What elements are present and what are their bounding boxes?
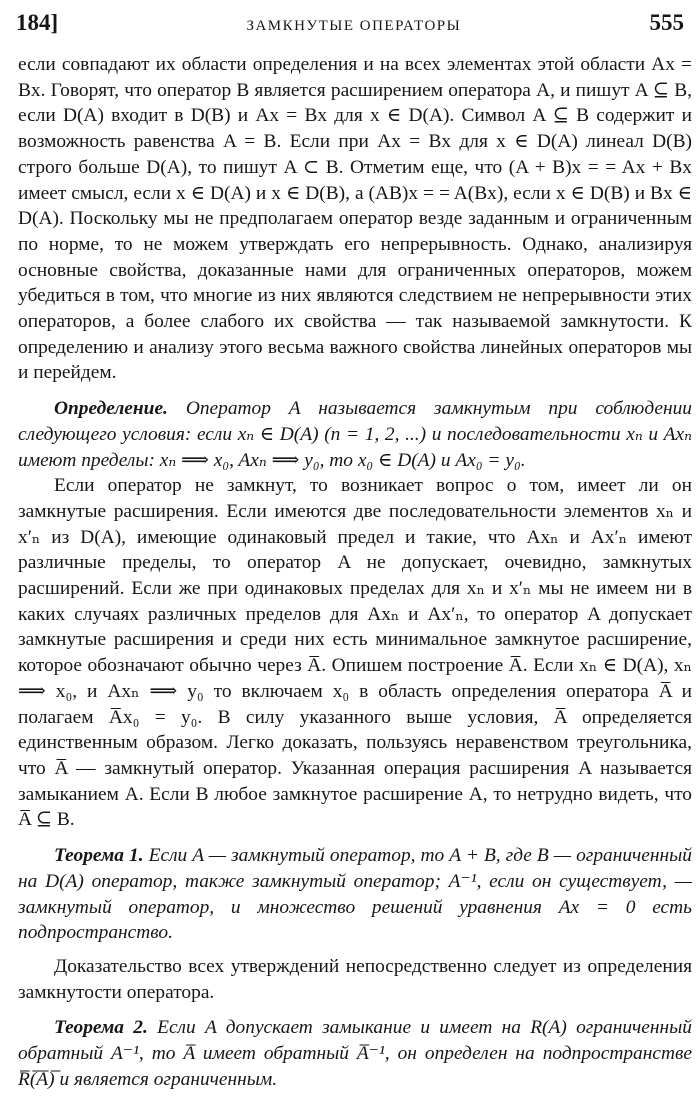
theorem-1 [18,843,692,946]
paragraph-closure: Если оператор не замкнут, то возникает вопрос о том, имеет ли он замкнутые расширения. Если имеются две последовательности элементов xₙ и x′ₙ из D(A), имеющие одинаковый предел и такие, что Axₙ и Ax′ₙ имеют различные пределы, то оператор A не допускает, очевидно, замкнутых расширений. Если же при одинаковых пределах для xₙ и x′ₙ мы не имеем ни в каких случаях различных пределов для Axₙ и Ax′ₙ, то оператор A допускает замкнутые расширения и среди них есть минимальное замкнутое расширение, которое обозначают обычно через A̅. Опишем построение A̅. Если xₙ ∈ D(A), xₙ ⟹ x₀, и Axₙ ⟹ y₀ то включаем x₀ в область определения оператора A̅ и полагаем A̅x₀ = y₀. В силу указанного выше условия, A̅ определяется единственным образом. Легко доказать, пользуясь неравенством треугольника, что A̅ — замкнутый оператор. Указанная операция расширения A называется замыканием A. Если B любое замкнутое расширение A, то нетрудно видеть, что A̅ ⊆ B. [18,475,692,831]
definition-text: Оператор A называется замкнутым при соблюдении следующего условия: если xₙ ∈ D(A) (n = 1, 2, ...) и последовательности xₙ и Axₙ имеют пределы: xₙ ⟹ x₀, Axₙ ⟹ y₀, то x₀ ∈ D(A) и Ax₀ = y₀. [18,398,692,471]
paragraph-proof: Доказательство всех утверждений непосредственно следует из определения замкнутости оператора. [18,955,692,1003]
theorem-1-label: Теорема 1. [54,845,144,867]
page-header [16,10,684,44]
theorem-2-label: Теорема 2. [54,1017,148,1039]
theorem-2 [18,1015,692,1092]
theorem-1-text: Если A — замкнутый оператор, то A + B, где B — ограниченный на D(A) оператор, также замкнутый оператор; A⁻¹, если он существует, — замкнутый оператор, и множество решений уравнения Ax = 0 есть подпространство. [18,845,692,944]
definition-label: Определение. [54,398,168,420]
page-body [18,52,692,1092]
running-title: ЗАМКНУТЫЕ ОПЕРАТОРЫ [246,18,462,34]
paragraph-intro: если совпадают их области определения и на всех элементах этой области Ax = Bx. Говорят, что оператор B является расширением оператора A, и пишут A ⊆ B, если D(A) входит в D(B) и Ax = Bx для x ∈ D(A). Символ A ⊆ B содержит и возможность равенства A = B. Если при Ax = Bx для x ∈ D(A) линеал D(B) строго больше D(A), то пишут A ⊂ B. Отметим еще, что (A + B)x = = Ax + Bx имеет смысл, если x ∈ D(A) и x ∈ D(B), а (AB)x = = A(Bx), если x ∈ D(B) и Bx ∈ D(A). Поскольку мы не предполагаем оператор везде заданным и ограниченным по норме, то не можем утверждать его непрерывность. Однако, анализируя основные свойства, доказанные нами для ограниченных операторов, можем убедиться в том, что многие из них являются следствием не непрерывности этих операторов, а более слабого их свойства — так называемой замкнутости. К определению и анализу этого весьма важного свойства линейных операторов мы и перейдем. [18,54,692,384]
page-number: 555 [649,10,684,35]
theorem-2-text: Если A допускает замыкание и имеет на R(A) ограниченный обратный A⁻¹, то A̅ имеет обратный A̅⁻¹, он определен на подпространстве R̅(̅A̅)̅ и является ограниченным. [18,1017,692,1090]
definition-paragraph [18,396,692,473]
section-number: 184] [16,10,59,35]
